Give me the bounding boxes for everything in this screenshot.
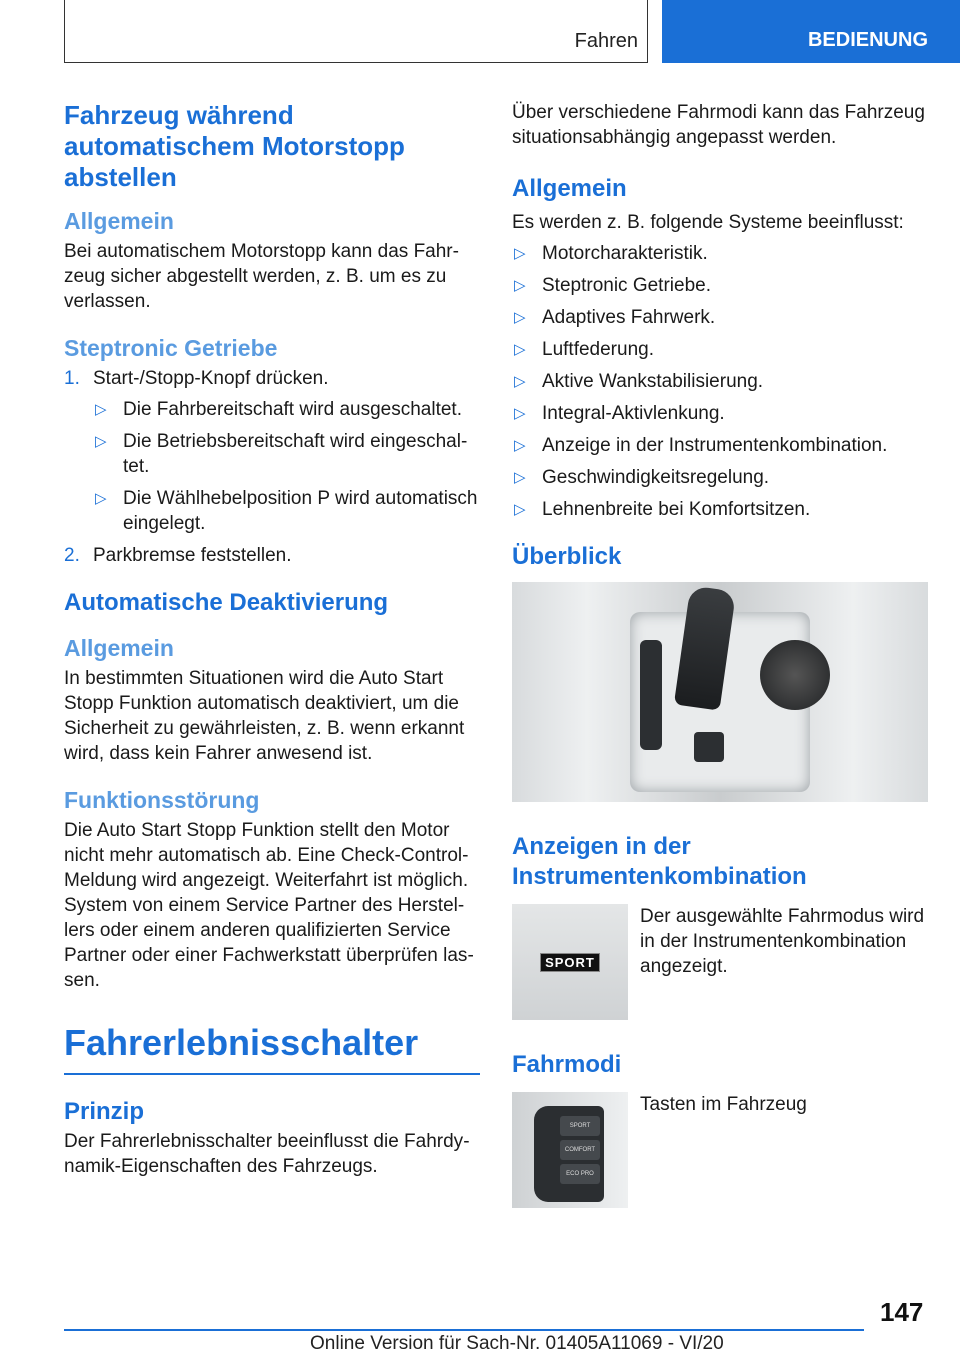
page-number: 147 [880,1297,924,1327]
eco-pro-key: ECO PRO [560,1164,600,1184]
sport-display-image [512,904,628,1020]
triangle-bullet-icon: ▷ [514,309,526,326]
triangle-bullet-icon: ▷ [514,501,526,518]
triangle-bullet-icon: ▷ [514,277,526,294]
para-allgemein-1: Bei automatischem Motorstopp kann das Fahrzeug sicher abgestellt werden, z. B. um es zu verlassen. [64,241,459,312]
step-text: Parkbremse feststellen. [93,545,292,566]
step-text: Start-/Stopp-Knopf drücken. [93,368,329,389]
footer-version-text: Online Version für Sach-Nr. 01405A11069 - VI/20 [310,1333,724,1354]
center-console-image [512,582,928,802]
mode-buttons-image [512,1092,628,1208]
heading-funktionsstoerung: Funktionsstörung [64,787,260,813]
heading-anzeigen: Anzeigen in der Instrumentenkombination [512,833,807,890]
header-frame [64,0,648,63]
parking-brake-shape [694,732,724,762]
left-column [64,100,480,1199]
heading-vehicle-stop: Fahrzeug während automatischem Motorstopp abstellen [64,100,405,192]
heading-allgemein-right: Allgemein [512,175,627,202]
para-funktionsstoerung: Die Auto Start Stopp Funktion stellt den Motor nicht mehr automatisch ab. Eine Check-Control-Meldung wird angezeigt. Weiterfahrt ist möglich. System von einem Service Partner des Herstellers oder einem anderen qualifizierten Service Partner oder einer Fachwerkstatt überprüfen lassen. [64,820,474,991]
list-item [512,369,928,394]
list-item-text: Motorcharakteristik. [542,243,708,264]
triangle-bullet-icon: ▷ [514,341,526,358]
controller-knob-shape [760,640,830,710]
list-item-text: Aktive Wankstabilisierung. [542,371,764,392]
heading-allgemein-2: Allgemein [64,635,174,661]
list-item-text: Die Fahrbereitschaft wird ausgeschaltet. [123,399,462,420]
driving-mode-buttons-shape [640,640,662,750]
triangle-bullet-icon: ▷ [95,490,107,507]
list-item [93,397,480,422]
list-item [93,486,480,536]
heading-steptronic: Steptronic Getriebe [64,335,278,361]
steps-list [64,366,480,568]
para-anzeigen: Der ausgewählte Fahrmodus wird in der Instrumentenkombination angezeigt. [640,906,925,977]
heading-prinzip: Prinzip [64,1098,145,1125]
list-item-text: Adaptives Fahrwerk. [542,307,716,328]
list-item-text: Geschwindigkeitsregelung. [542,467,770,488]
anzeigen-block [512,904,928,1020]
substeps-list [93,397,480,536]
header-section-title: Fahren [574,30,638,52]
step-number: 2. [64,545,80,566]
triangle-bullet-icon: ▷ [95,433,107,450]
heading-allgemein-1: Allgemein [64,208,174,234]
sport-key: SPORT [560,1116,600,1136]
list-item [512,241,928,266]
list-item-text: Die Betriebsbereitschaft wird eingeschaltet. [123,431,468,477]
triangle-bullet-icon: ▷ [514,245,526,262]
heading-auto-deaktivierung: Automatische Deaktivierung [64,589,389,616]
list-item-text: Steptronic Getriebe. [542,275,711,296]
step-item [64,543,480,568]
triangle-bullet-icon: ▷ [95,401,107,418]
list-item [512,305,928,330]
list-item [512,433,928,458]
comfort-key: COMFORT [560,1140,600,1160]
para-fahrmodi: Tasten im Fahrzeug [640,1094,807,1115]
list-item-text: Luftfederung. [542,339,654,360]
step-item [64,366,480,536]
list-item [512,497,928,522]
fahrmodi-block [512,1092,928,1208]
list-item-text: Die Wählhebelposition P wird automatisch eingelegt. [123,488,478,534]
para-allgemein-right: Es werden z. B. folgende Systeme beeinflusst: [512,212,904,233]
triangle-bullet-icon: ▷ [514,373,526,390]
step-number: 1. [64,368,80,389]
systems-list [512,241,928,522]
triangle-bullet-icon: ▷ [514,469,526,486]
para-allgemein-2: In bestimmten Situationen wird die Auto Start Stopp Funktion automatisch deaktiviert, um die Sicherheit zu gewährleisten, z. B. wenn erkannt wird, dass kein Fahrer anwesend ist. [64,668,465,764]
header-chapter-tab: BEDIENUNG [662,0,960,63]
para-prinzip: Der Fahrerlebnisschalter beeinflusst die Fahrdynamik-Eigenschaften des Fahrzeugs. [64,1131,470,1177]
list-item [93,429,480,479]
list-item-text: Lehnenbreite bei Komfortsitzen. [542,499,811,520]
list-item [512,337,928,362]
triangle-bullet-icon: ▷ [514,405,526,422]
list-item [512,401,928,426]
sport-badge: SPORT [540,953,600,972]
list-item [512,273,928,298]
list-item [512,465,928,490]
right-column [512,100,928,1238]
footer-rule [64,1329,864,1331]
list-item-text: Integral-Aktivlenkung. [542,403,725,424]
list-item-text: Anzeige in der Instrumentenkombination. [542,435,888,456]
heading-fahrmodi: Fahrmodi [512,1051,622,1078]
heading-ueberblick: Überblick [512,543,622,570]
heading-fahrerlebnisschalter: Fahrerlebnisschalter [64,1021,480,1075]
para-intro: Über verschiedene Fahrmodi kann das Fahrzeug situationsabhängig angepasst werden. [512,102,925,148]
triangle-bullet-icon: ▷ [514,437,526,454]
